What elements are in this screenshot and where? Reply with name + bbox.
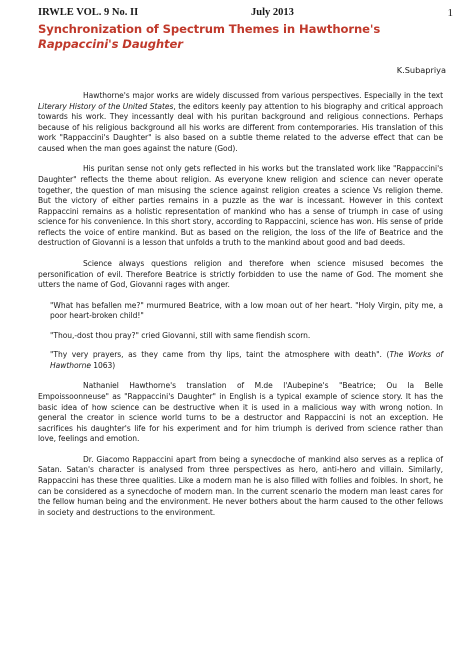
article-title-italic: Rappaccini's Daughter: [38, 36, 183, 51]
quote-3-text-c: 1063): [90, 360, 116, 370]
journal-volume: IRWLE VOL. 9 No. II: [38, 7, 139, 18]
author-name: K.Subapriya: [396, 65, 446, 75]
article-title-text: Synchronization of Spectrum Themes in Hawthorne's: [38, 22, 381, 36]
quote-3-italic: The Works of Hawthorne: [50, 350, 443, 370]
quote-3-text-a: "Thy very prayers, as they came from thy lips, taint the atmosphere with death". (: [50, 350, 390, 360]
running-header: [38, 7, 453, 21]
article-body: [38, 91, 443, 518]
quote-1: "What has befallen me?" murmured Beatrice, with a low moan out of her heart. "Holy Virgin, pity me, a poor heart-broken child!": [50, 300, 443, 321]
issue-date: July 2013: [251, 7, 294, 18]
paragraph-1-italic: Literary History of the United States: [38, 101, 174, 111]
paragraph-3: Science always questions religion and therefore when science misused becomes the personification of evil. Therefore Beatrice is strictly forbidden to use the name of God. The moment she utters the name of God, Giovanni rages with anger.: [38, 259, 443, 290]
paragraph-1-text-c: , the editors keenly pay attention to his biography and critical approach towards his work. They incessantly deal with his puritan background and religious connections. Perhaps because of his religious background all his works are different from contemporaries. His translation of this work "Rappaccini's Daughter" is also based on a subtle theme related to the adverse effect that can be caused when the man goes against the nature (God).: [38, 101, 443, 153]
article-title: [38, 22, 448, 51]
paragraph-4: Nathaniel Hawthorne's translation of M.de l'Aubepine's "Beatrice; Ou la Belle Empoissoonneuse" as "Rappaccini's Daughter" in English is a typical example of science story. It has the basic idea of how science can be destructive when it is used in a malicious way with wrong notion. In general the creator in science world turns to be a destructor and Rappaccini is not an exception. He sacrifices his daughter's life for his experiment and for him triumph is derived from science rather than love, feelings and emotion.: [38, 381, 443, 444]
quote-3: [38, 350, 443, 371]
quote-2: "Thou,-dost thou pray?" cried Giovanni, still with same fiendish scorn.: [50, 330, 311, 340]
paragraph-5: Dr. Giacomo Rappaccini apart from being a synecdoche of mankind also serves as a replica of Satan. Satan's character is analysed from three perspectives as hero, anti-hero and villain. Similarly, Rappaccini has these three qualities. Like a modern man he is also filled with follies and foibles. In short, he can be considered as a synecdoche of modern man. In the current scenario the modern man least cares for the fellow human being and the environment. He never bothers about the harm caused to the other fellows in society and destructions to the environment.: [38, 454, 443, 517]
paragraph-2: His puritan sense not only gets reflected in his works but the translated work like "Rappaccini's Daughter" reflects the theme about religion. As everyone knew religion and science can never operate together, the question of man misusing the science against religion creates a science Vs religion theme. But the victory of either parties remains in a puzzle as the war is incessant. However in this context Rappaccini remains as a holistic representation of mankind who has a sense of triumph in case of using science for his convenience. In this short story, according to Rappaccini, science has won. His sense of pride reflects the voice of entire mankind. But as based on the religion, the loss of the life of Beatrice and the destruction of Giovanni is a lesson that unfolds a truth to the mankind about good and bad deeds.: [38, 164, 443, 248]
page-number: 1: [447, 7, 453, 19]
paragraph-1-text-a: Hawthorne's major works are widely discussed from various perspectives. Especially in the text: [83, 91, 443, 100]
paragraph-1: [38, 91, 443, 154]
